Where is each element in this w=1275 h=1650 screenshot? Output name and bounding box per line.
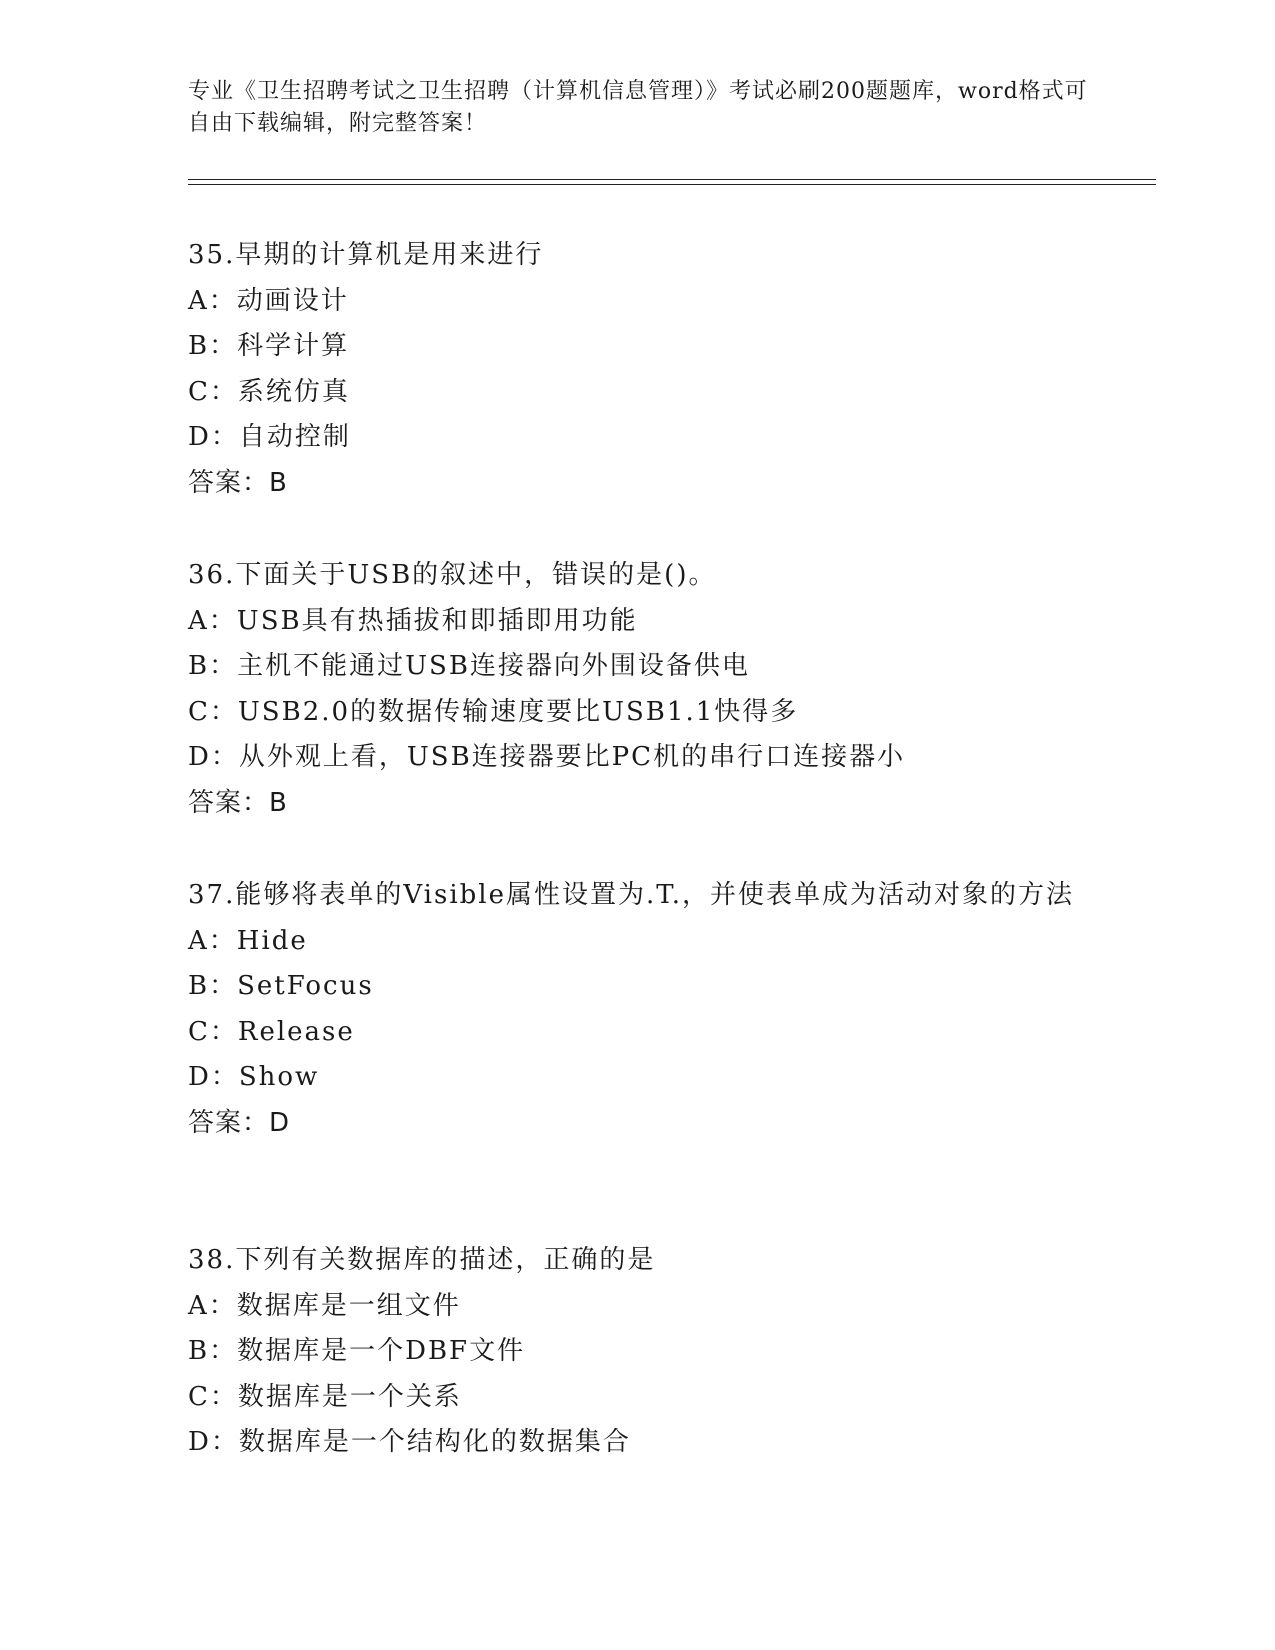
answer-label: 答案：D xyxy=(188,1107,291,1138)
question-stem: 38.下列有关数据库的描述，正确的是 xyxy=(188,1245,656,1275)
answer-label: 答案：B xyxy=(188,787,288,818)
option-d: D：自动控制 xyxy=(188,422,351,452)
option-c: C：Release xyxy=(188,1016,355,1047)
option-c: C：系统仿真 xyxy=(188,376,350,407)
answer-label: 答案：B xyxy=(188,467,288,498)
option-d: D：Show xyxy=(188,1062,320,1092)
option-a: A：Hide xyxy=(188,925,308,956)
option-b: B：科学计算 xyxy=(188,331,350,361)
question-stem: 37.能够将表单的Visible属性设置为.T.，并使表单成为活动对象的方法 xyxy=(188,880,1075,910)
question-stem: 36.下面关于USB的叙述中，错误的是()。 xyxy=(188,560,717,590)
question-36 xyxy=(188,553,1088,826)
question-35 xyxy=(188,233,1088,506)
option-b: B：SetFocus xyxy=(188,971,374,1001)
option-d: D：从外观上看，USB连接器要比PC机的串行口连接器小 xyxy=(188,742,906,772)
option-b: B：主机不能通过USB连接器向外围设备供电 xyxy=(188,651,750,681)
option-b: B：数据库是一个DBF文件 xyxy=(188,1336,526,1366)
option-a: A：USB具有热插拔和即插即用功能 xyxy=(188,605,638,636)
option-d: D：数据库是一个结构化的数据集合 xyxy=(188,1427,631,1457)
question-stem: 35.早期的计算机是用来进行 xyxy=(188,240,544,270)
header-divider-top xyxy=(188,179,1156,180)
document-header: 专业《卫生招聘考试之卫生招聘（计算机信息管理）》考试必刷200题题库，word格式可自由下载编辑，附完整答案！ xyxy=(188,79,1088,136)
option-a: A：数据库是一组文件 xyxy=(188,1290,461,1321)
question-37 xyxy=(188,873,1088,1146)
question-38 xyxy=(188,1238,1088,1466)
option-c: C：数据库是一个关系 xyxy=(188,1381,462,1412)
option-a: A：动画设计 xyxy=(188,285,349,316)
header-divider-bottom xyxy=(188,184,1156,185)
option-c: C：USB2.0的数据传输速度要比USB1.1快得多 xyxy=(188,696,799,727)
